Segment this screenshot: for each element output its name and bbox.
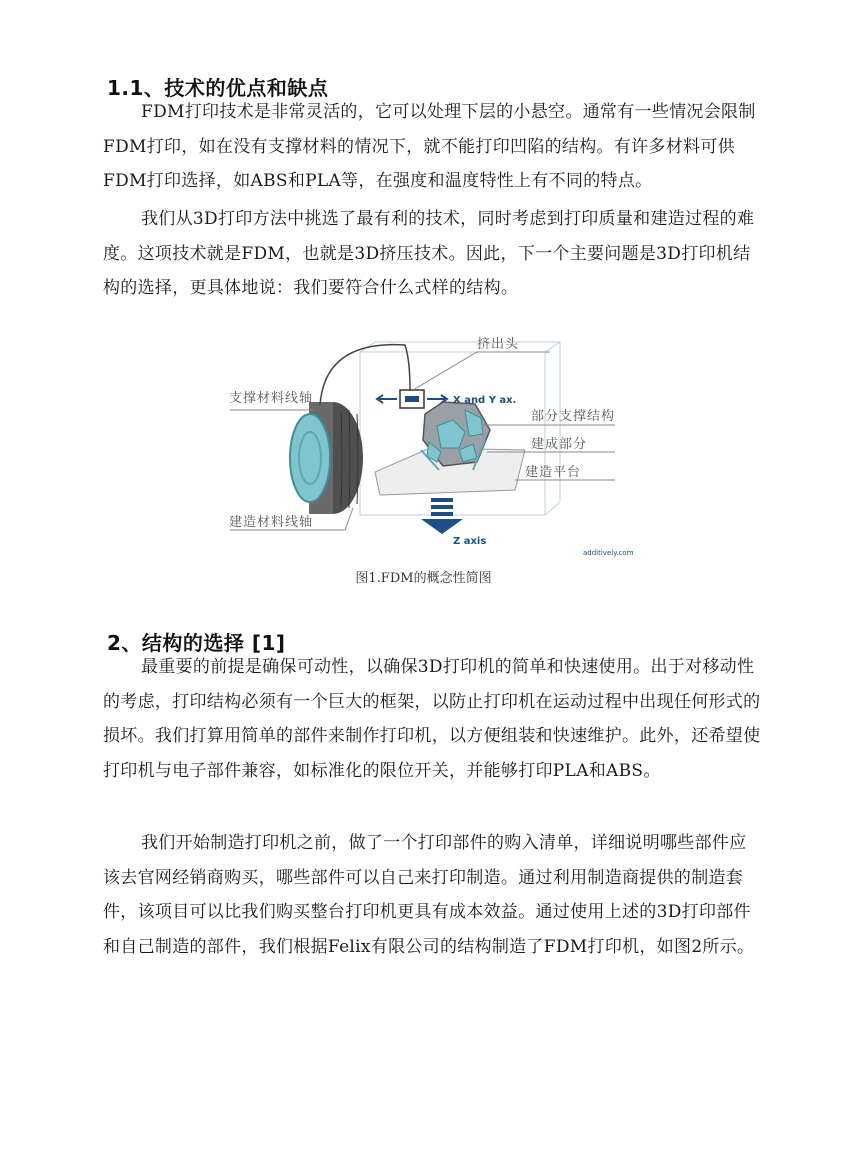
support-material-spool bbox=[290, 402, 363, 514]
label-build-part: 建成部分 bbox=[531, 437, 588, 452]
section-2-paragraph-2: 我们开始制造打印机之前，做了一个打印部件的购入清单，详细说明哪些部件应该去官网经销商购买，哪些部件可以自己来打印制造。通过利用制造商提供的制造套件，该项目可以比我们购买整台打印机更具有成本效益。通过使用上述的3D打印部件和自己制造的部件，我们根据Felix有限公司的结构制造了FDM打印机，如图2所示。 bbox=[103, 833, 755, 957]
watermark-additively: additively.com bbox=[583, 549, 634, 557]
leader-extruder bbox=[413, 352, 550, 390]
label-support-spool: 支撑材料线轴 bbox=[229, 391, 314, 406]
fdm-concept-diagram bbox=[215, 330, 645, 560]
xy-arrow-left bbox=[377, 395, 397, 403]
z-axis-arrow bbox=[421, 498, 463, 534]
label-partial-support: 部分支撑结构 bbox=[531, 409, 616, 424]
label-extruder: 挤出头 bbox=[477, 337, 520, 352]
figure-1-caption: 图1.FDM的概念性简图 bbox=[355, 571, 492, 586]
section-2-paragraph-1: 最重要的前提是确保可动性，以确保3D打印机的简单和快速使用。出于对移动性的考虑，打印结构必须有一个巨大的框架，以防止打印机在运动过程中出现任何形式的损坏。我们打算用简单的部件来制作打印机，以方便组装和快速维护。此外，还希望使打印机与电子部件兼容，如标准化的限位开关，并能够打印PLA和ABS。 bbox=[103, 657, 761, 781]
filament-line bbox=[320, 345, 410, 405]
section-2-heading: 2、结构的选择 [1] bbox=[107, 631, 286, 655]
label-build-spool: 建造材料线轴 bbox=[229, 515, 314, 530]
label-xy-axis: X and Y ax. bbox=[453, 395, 517, 406]
label-build-platform: 建造平台 bbox=[525, 465, 582, 480]
section-1-1-heading: 1.1、技术的优点和缺点 bbox=[107, 76, 329, 100]
label-z-axis: Z axis bbox=[453, 536, 487, 547]
section-1-1-paragraph-1: FDM打印技术是非常灵活的，它可以处理下层的小悬空。通常有一些情况会限制FDM打印，如在没有支撑材料的情况下，就不能打印凹陷的结构。有许多材料可供FDM打印选择，如ABS和PLA等，在强度和温度特性上有不同的特点。 bbox=[103, 102, 756, 191]
section-1-1-paragraph-2: 我们从3D打印方法中挑选了最有利的技术，同时考虑到打印质量和建造过程的难度。这项技术就是FDM，也就是3D挤压技术。因此，下一个主要问题是3D打印机结构的选择，更具体地说：我们要符合什么式样的结构。 bbox=[103, 209, 755, 298]
